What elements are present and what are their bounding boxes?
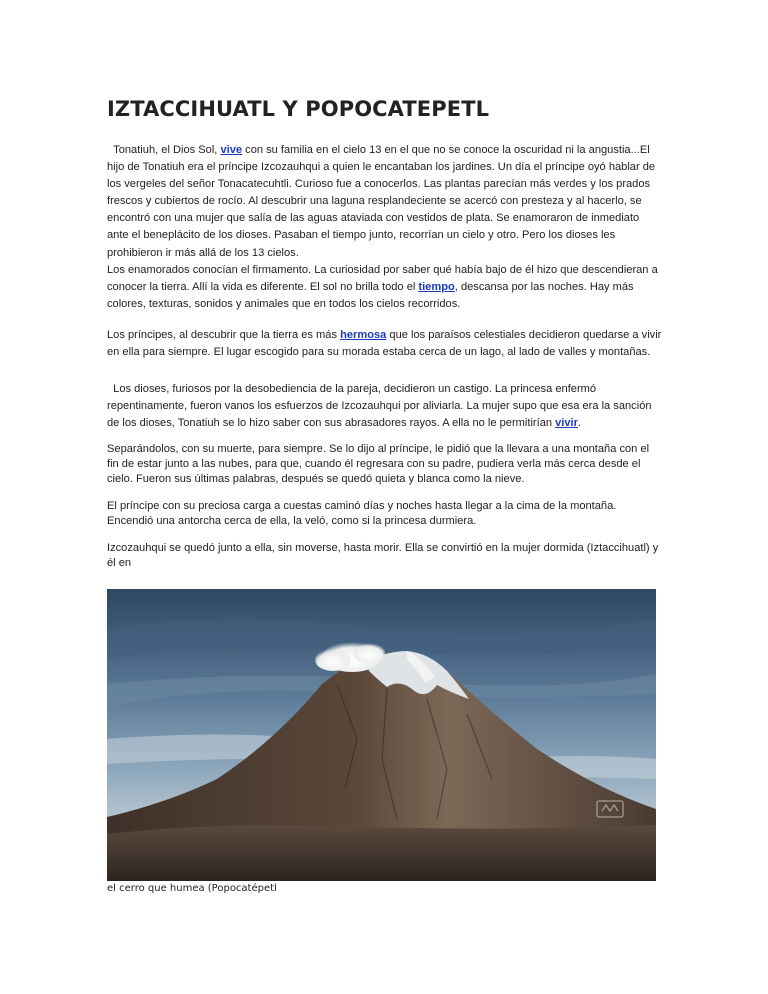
- paragraph-3-text-b: que los paraísos celestiales decidieron quedarse a vivir en ella para siempre. El lugar escogido para su morada estaba cerca de un lago, al lado de valles y montañas.: [107, 328, 662, 359]
- volcano-photo: [107, 589, 656, 881]
- link-hermosa[interactable]: hermosa: [340, 328, 387, 341]
- photo-caption: el cerro que humea (Popocatépetl: [107, 883, 277, 894]
- paragraph-6: El príncipe con su preciosa carga a cuestas caminó días y noches hasta llegar a la cima de la montaña. Encendió una antorcha cerca de ella, la veló, como si la princesa durmiera.: [107, 500, 617, 527]
- paragraph-1: [107, 142, 663, 262]
- link-vive[interactable]: vive: [220, 144, 243, 156]
- paragraph-3-text-a: Los príncipes, al descubrir que la tierra es más: [107, 328, 341, 341]
- paragraph-7: Izcozauhqui se quedó junto a ella, sin moverse, hasta morir. Ella se convirtió en la mujer dormida (Iztaccihuatl) y él en: [107, 542, 659, 569]
- paragraph-1-text-a: Tonatiuh, el Dios Sol,: [113, 144, 221, 156]
- paragraph-1-text-b: con su familia en el cielo 13 en el que no se conoce la oscuridad ni la angustia...El hijo de Tonatiuh era el príncipe Izcozauhqui a quien le encantaban los jardines. Un día el príncipe oyó hablar de los vergeles del señor Tonacatecuhtli. Curioso fue a conocerlos. Las plantas parecían más verdes y los prados frescos y cubiertos de rocío. Al descubrir una laguna resplandeciente se acercó con presteza y al hacerlo, se encontró con una mujer que salía de las aguas ataviada con vestidos de plata. Se enamoraron de inmediato ante el beneplácito de los dioses. Pasaban el tiempo junto, recorrían un cielo y otro. Pero los dioses les prohibieron ir más allá de los 13 cielos.: [107, 144, 656, 259]
- paragraph-4-text-a: Los dioses, furiosos por la desobediencia de la pareja, decidieron un castigo. La princesa enfermó repentinamente, fueron vanos los esfuerzos de Izcozauhqui por aliviarla. La mujer supo que esa era la sanción de los dioses, Tonatiuh se lo hizo saber con sus abrasadores rayos. A ella no le permitirían: [107, 383, 652, 430]
- spacer: [107, 432, 663, 442]
- link-vivir[interactable]: vivir: [555, 417, 578, 430]
- document-body: [107, 142, 663, 571]
- spacer: [107, 313, 663, 327]
- spacer: [107, 486, 663, 499]
- paragraph-2-text-a: Los enamorados conocían el firmamento. La curiosidad por saber qué había bajo de él hizo que descendieran a conocer la tierra. Allí la vida es diferente. El sol no brilla todo el: [107, 263, 658, 293]
- paragraph-5: Separándolos, con su muerte, para siempre. Se lo dijo al príncipe, le pidió que la llevara a una montaña con el fin de estar junto a las nubes, para que, cuando él regresara con su padre, pudiera verla más cerca desde el cielo. Fueron sus últimas palabras, después se quedó quieta y blanca como la nieve.: [107, 443, 650, 485]
- document-title: IZTACCIHUATL Y POPOCATEPETL: [107, 97, 490, 121]
- spacer: [107, 528, 663, 541]
- spacer: [107, 361, 663, 381]
- paragraph-4: [107, 381, 663, 432]
- paragraph-3: [107, 327, 663, 361]
- paragraph-2: [107, 262, 663, 313]
- link-tiempo[interactable]: tiempo: [418, 280, 455, 293]
- paragraph-4-text-b: .: [577, 417, 582, 430]
- paragraph-2-text-b: , descansa por las noches. Hay más colores, texturas, sonidos y animales que en todos los cielos recorridos.: [107, 280, 634, 310]
